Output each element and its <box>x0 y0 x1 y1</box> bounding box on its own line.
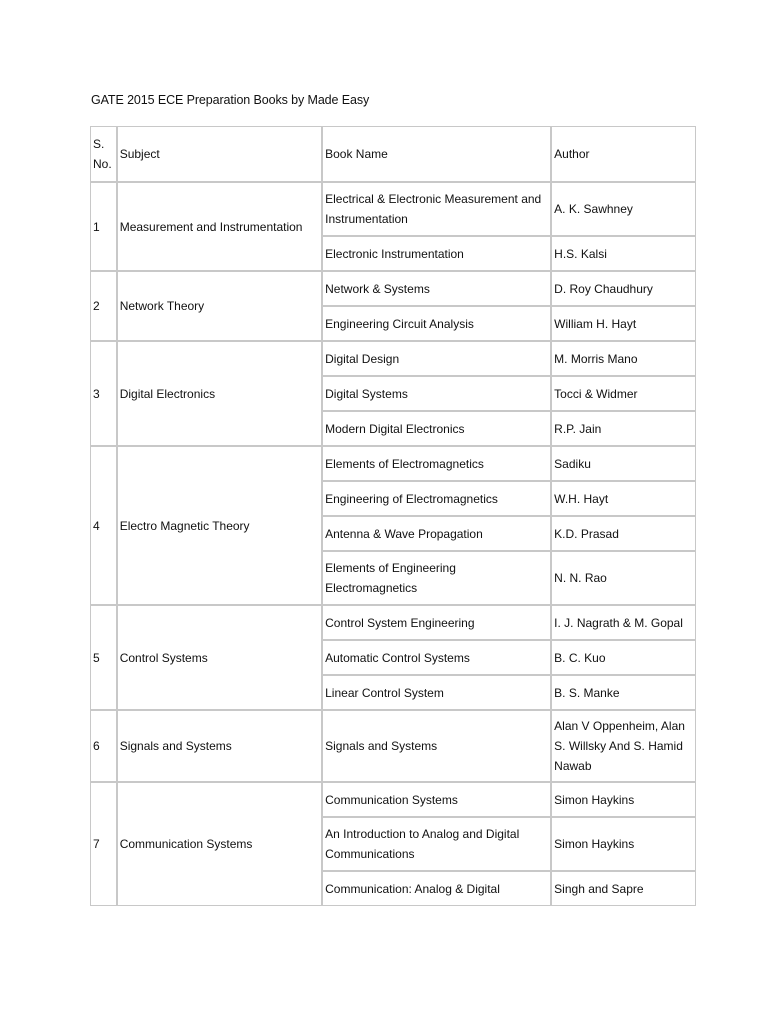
author-cell: B. S. Manke <box>551 675 696 710</box>
subject-cell: Electro Magnetic Theory <box>117 446 322 605</box>
book-name-cell: Engineering of Electromagnetics <box>322 481 551 516</box>
subject-cell: Control Systems <box>117 605 322 710</box>
book-name-cell: Engineering Circuit Analysis <box>322 306 551 341</box>
subject-cell: Signals and Systems <box>117 710 322 782</box>
serial-number-cell: 6 <box>90 710 117 782</box>
table-row <box>90 605 696 640</box>
book-name-cell: Signals and Systems <box>322 710 551 782</box>
book-name-cell: Modern Digital Electronics <box>322 411 551 446</box>
books-table <box>90 126 696 906</box>
author-cell: M. Morris Mano <box>551 341 696 376</box>
serial-number-cell: 4 <box>90 446 117 605</box>
book-name-cell: Digital Design <box>322 341 551 376</box>
book-name-cell: Control System Engineering <box>322 605 551 640</box>
author-cell: N. N. Rao <box>551 551 696 605</box>
table-row <box>90 782 696 817</box>
subject-cell: Communication Systems <box>117 782 322 906</box>
author-cell: Simon Haykins <box>551 817 696 871</box>
author-cell: Sadiku <box>551 446 696 481</box>
author-cell: B. C. Kuo <box>551 640 696 675</box>
subject-cell: Network Theory <box>117 271 322 341</box>
serial-number-cell: 3 <box>90 341 117 446</box>
book-name-cell: Automatic Control Systems <box>322 640 551 675</box>
table-row <box>90 271 696 306</box>
document-title: GATE 2015 ECE Preparation Books by Made Easy <box>91 93 370 107</box>
book-name-cell: Communication: Analog & Digital <box>322 871 551 906</box>
table-row <box>90 710 696 782</box>
table-row <box>90 341 696 376</box>
author-cell: Singh and Sapre <box>551 871 696 906</box>
book-name-cell: Digital Systems <box>322 376 551 411</box>
table-body <box>90 182 696 906</box>
table-row <box>90 446 696 481</box>
book-name-cell: Antenna & Wave Propagation <box>322 516 551 551</box>
author-cell: R.P. Jain <box>551 411 696 446</box>
book-name-cell: Network & Systems <box>322 271 551 306</box>
header-book-name: Book Name <box>322 126 551 182</box>
book-name-cell: Communication Systems <box>322 782 551 817</box>
table-row <box>90 182 696 236</box>
header-subject: Subject <box>117 126 322 182</box>
book-name-cell: An Introduction to Analog and Digital Communications <box>322 817 551 871</box>
book-name-cell: Elements of Electromagnetics <box>322 446 551 481</box>
serial-number-cell: 5 <box>90 605 117 710</box>
subject-cell: Measurement and Instrumentation <box>117 182 322 271</box>
subject-cell: Digital Electronics <box>117 341 322 446</box>
author-cell: I. J. Nagrath & M. Gopal <box>551 605 696 640</box>
book-name-cell: Electrical & Electronic Measurement and Instrumentation <box>322 182 551 236</box>
author-cell: William H. Hayt <box>551 306 696 341</box>
serial-number-cell: 1 <box>90 182 117 271</box>
author-cell: K.D. Prasad <box>551 516 696 551</box>
author-cell: Simon Haykins <box>551 782 696 817</box>
author-cell: W.H. Hayt <box>551 481 696 516</box>
author-cell: H.S. Kalsi <box>551 236 696 271</box>
serial-number-cell: 2 <box>90 271 117 341</box>
header-author: Author <box>551 126 696 182</box>
author-cell: A. K. Sawhney <box>551 182 696 236</box>
book-name-cell: Elements of Engineering Electromagnetics <box>322 551 551 605</box>
author-cell: Tocci & Widmer <box>551 376 696 411</box>
table-header-row <box>90 126 696 182</box>
author-cell: Alan V Oppenheim, Alan S. Willsky And S. Hamid Nawab <box>551 710 696 782</box>
book-name-cell: Linear Control System <box>322 675 551 710</box>
header-sno: S. No. <box>90 126 117 182</box>
serial-number-cell: 7 <box>90 782 117 906</box>
author-cell: D. Roy Chaudhury <box>551 271 696 306</box>
book-name-cell: Electronic Instrumentation <box>322 236 551 271</box>
